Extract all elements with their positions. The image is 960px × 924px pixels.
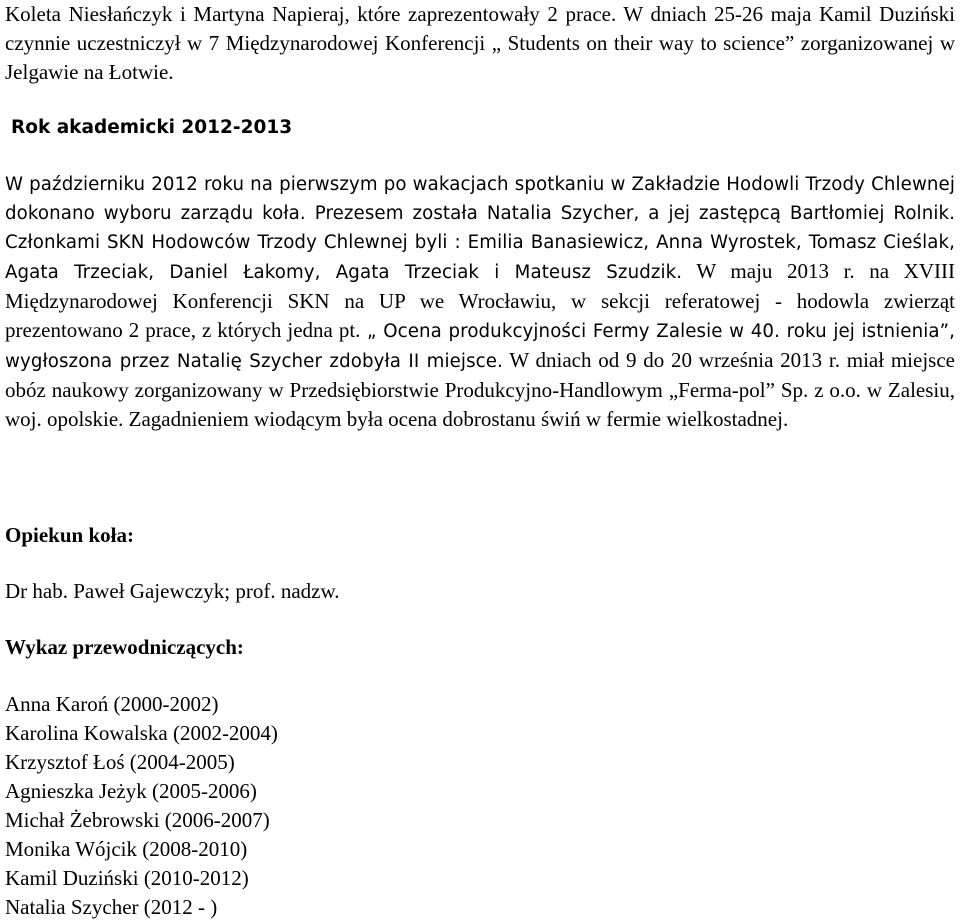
list-item: Karolina Kowalska (2002-2004) [5, 721, 278, 745]
supervisor-heading: Opiekun koła: [5, 523, 134, 547]
academic-year-paragraph [5, 170, 955, 434]
paragraph-part-board-election: W październiku 2012 roku na pierwszym po wakacjach spotkaniu w Zakładzie Hodowli Trzody Chlewnej dokonano wyboru zarządu koła. Prezesem została Natalia Szycher, a jej zastępcą Bartłomiej Rolnik. Członkami SKN Hodowców Trzody Chlewnej byli : Emilia Banasiewicz, Anna Wyrostek, Tomasz Cieślak, Agata Trzeciak, Daniel Łakomy, Agata Trzeciak i Mateusz Szudzik. [5, 174, 955, 283]
paragraph-part-camp: W dniach od 9 do 20 września 2013 r. miał miejsce obóz naukowy zorganizowany w Przedsiębiorstwie Produkcyjno-Handlowym „Ferma-pol” Sp. z o.o. w Zalesiu, woj. opolskie. Zagadnieniem wiodącym była ocena dobrostanu świń w fermie wielkostadnej. [5, 348, 955, 431]
list-item: Michał Żebrowski (2006-2007) [5, 808, 270, 832]
list-item: Agnieszka Jeżyk (2005-2006) [5, 779, 257, 803]
list-item: Krzysztof Łoś (2004-2005) [5, 750, 235, 774]
academic-year-heading: Rok akademicki 2012-2013 [11, 117, 293, 138]
list-item: Monika Wójcik (2008-2010) [5, 837, 248, 861]
paragraph-part-paper-title: „ Ocena produkcyjności Fermy Zalesie w 40. roku jej istnienia”, wygłoszona przez Natalię Szycher zdobyła II miejsce. [5, 321, 955, 372]
supervisor-name: Dr hab. Paweł Gajewczyk; prof. nadzw. [5, 579, 340, 603]
list-item: Kamil Duziński (2010-2012) [5, 866, 249, 890]
chairpersons-heading: Wykaz przewodniczących: [5, 635, 244, 659]
list-item: Anna Karoń (2000-2002) [5, 692, 219, 716]
intro-paragraph: Koleta Niesłańczyk i Martyna Napieraj, które zaprezentowały 2 prace. W dniach 25-26 maja Kamil Duziński czynnie uczestniczył w 7 Międzynarodowej Konferencji „ Students on their way to science” zorganizowanej w Jelgawie na Łotwie. [5, 2, 955, 84]
paragraph-part-conference: W maju 2013 r. na XVIII Międzynarodowej Konferencji SKN na UP we Wrocławiu, w sekcji referatowej - hodowla zwierząt prezentowano 2 prace, z których jedna pt. [5, 259, 955, 342]
chairpersons-list [5, 690, 278, 922]
list-item: Natalia Szycher (2012 - ) [5, 895, 218, 919]
